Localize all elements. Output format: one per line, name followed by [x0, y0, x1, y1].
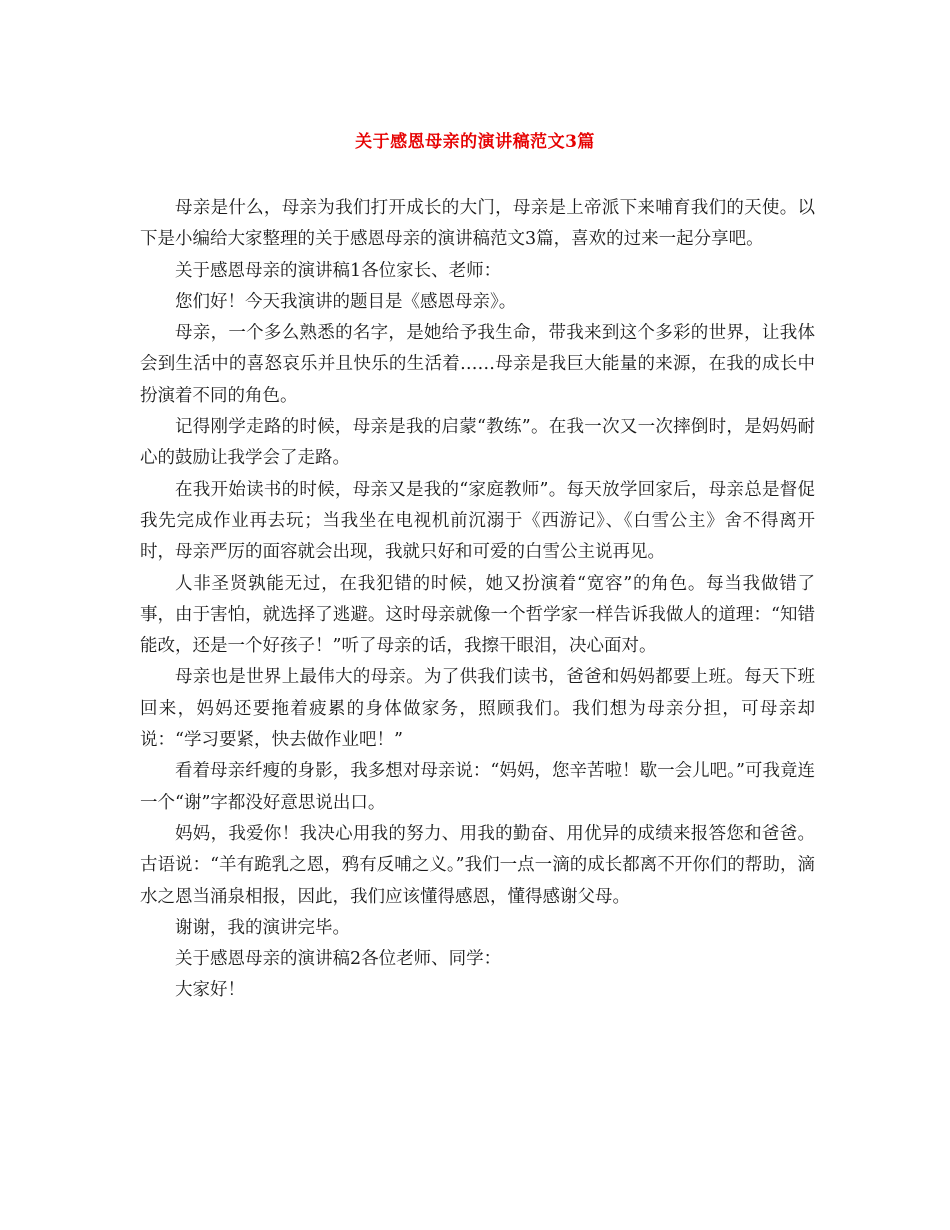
paragraph: 母亲，一个多么熟悉的名字，是她给予我生命，带我来到这个多彩的世界，让我体会到生活中的喜怒哀乐并且快乐的生活着……母亲是我巨大能量的来源，在我的成长中扮演着不同的角色。	[140, 323, 815, 406]
document-body	[140, 193, 815, 1007]
paragraph: 妈妈，我爱你！我决心用我的努力、用我的勤奋、用优异的成绩来报答您和爸爸。古语说：“羊有跪乳之恩，鸦有反哺之义。”我们一点一滴的成长都离不开你们的帮助，滴水之恩当涌泉相报，因此，我们应该懂得感恩，懂得感谢父母。	[140, 823, 815, 907]
document-title: 关于感恩母亲的演讲稿范文3篇	[355, 132, 595, 152]
paragraph: 您们好！今天我演讲的题目是《感恩母亲》。	[175, 291, 517, 312]
paragraph: 记得刚学走路的时候，母亲是我的启蒙“教练”。在我一次又一次摔倒时，是妈妈耐心的鼓励让我学会了走路。	[140, 417, 815, 469]
paragraph: 母亲也是世界上最伟大的母亲。为了供我们读书，爸爸和妈妈都要上班。每天下班回来，妈妈还要拖着疲累的身体做家务，照顾我们。我们想为母亲分担，可母亲却说：“学习要紧，快去做作业吧！”	[140, 667, 815, 751]
paragraph: 谢谢，我的演讲完毕。	[175, 917, 350, 938]
paragraph: 母亲是什么，母亲为我们打开成长的大门，母亲是上帝派下来哺育我们的天使。以下是小编给大家整理的关于感恩母亲的演讲稿范文3篇，喜欢的过来一起分享吧。	[140, 198, 815, 250]
paragraph: 在我开始读书的时候，母亲又是我的“家庭教师”。每天放学回家后，母亲总是督促我先完成作业再去玩；当我坐在电视机前沉溺于《西游记》、《白雪公主》舍不得离开时，母亲严厉的面容就会出现，我就只好和可爱的白雪公主说再见。	[140, 479, 815, 563]
speech-1-heading: 关于感恩母亲的演讲稿1各位家长、老师：	[175, 260, 502, 281]
paragraph: 看着母亲纤瘦的身影，我多想对母亲说：“妈妈，您辛苦啦！歇一会儿吧。”可我竟连一个“谢”字都没好意思说出口。	[140, 761, 815, 813]
paragraph: 人非圣贤孰能无过，在我犯错的时候，她又扮演着“宽容”的角色。每当我做错了事，由于害怕，就选择了逃避。这时母亲就像一个哲学家一样告诉我做人的道理：“知错能改，还是一个好孩子！”听了母亲的话，我擦干眼泪，决心面对。	[140, 573, 815, 657]
paragraph: 大家好！	[175, 980, 245, 1001]
speech-2-heading: 关于感恩母亲的演讲稿2各位老师、同学：	[175, 949, 502, 970]
